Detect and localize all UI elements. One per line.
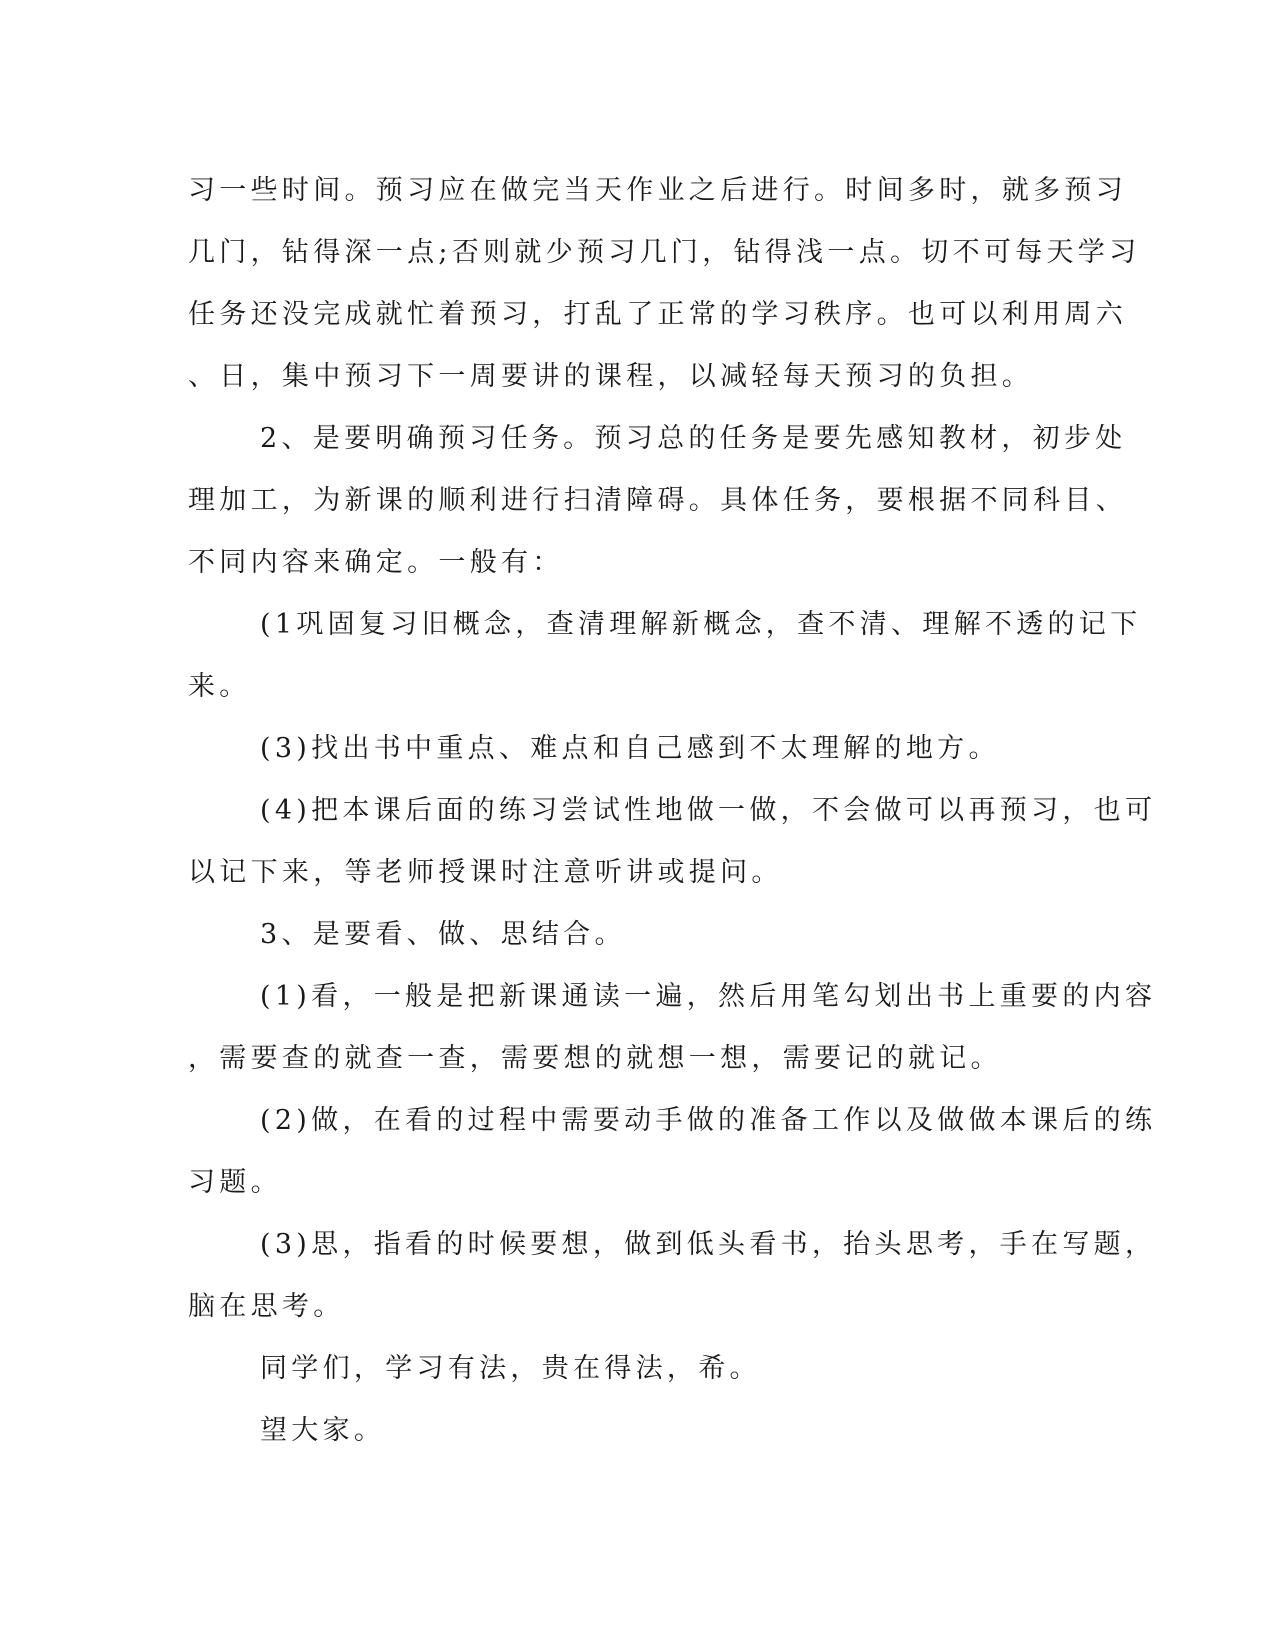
text-line: (4)把本课后面的练习尝试性地做一做，不会做可以再预习，也可 xyxy=(260,795,1157,826)
text-line: 任务还没完成就忙着预习，打乱了正常的学习秩序。也可以利用周六 xyxy=(188,299,1127,330)
paragraph xyxy=(188,718,1088,780)
text-line: 习一些时间。预习应在做完当天作业之后进行。时间多时，就多预习 xyxy=(188,175,1127,206)
paragraph xyxy=(188,1400,1088,1462)
text-line: 2、是要明确预习任务。预习总的任务是要先感知教材，初步处 xyxy=(260,423,1127,454)
paragraph xyxy=(188,1214,1157,1338)
text-line: 来。 xyxy=(188,671,251,702)
text-line: 、日，集中预习下一周要讲的课程，以减轻每天预习的负担。 xyxy=(188,361,1034,392)
paragraph xyxy=(188,1338,1088,1400)
text-line: (2)做，在看的过程中需要动手做的准备工作以及做做本课后的练 xyxy=(260,1105,1157,1136)
text-line: 以记下来，等老师授课时注意听讲或提问。 xyxy=(188,857,783,888)
document-body xyxy=(188,160,1157,1462)
paragraph xyxy=(188,904,1088,966)
text-line: ，需要查的就查一查，需要想的就想一想，需要记的就记。 xyxy=(188,1043,1002,1074)
text-line: 理加工，为新课的顺利进行扫清障碍。具体任务，要根据不同科目、 xyxy=(188,485,1127,516)
text-line: 习题。 xyxy=(188,1167,282,1198)
text-line: 望大家。 xyxy=(260,1415,386,1446)
paragraph xyxy=(188,594,1142,718)
paragraph xyxy=(188,966,1157,1090)
paragraph xyxy=(188,160,1141,408)
text-line: (1巩固复习旧概念，查清理解新概念，查不清、理解不透的记下 xyxy=(260,609,1142,640)
paragraph xyxy=(188,780,1157,904)
text-line: 几门，钻得深一点;否则就少预习几门，钻得浅一点。切不可每天学习 xyxy=(188,237,1141,268)
text-line: (1)看，一般是把新课通读一遍，然后用笔勾划出书上重要的内容 xyxy=(260,981,1157,1012)
text-line: 脑在思考。 xyxy=(188,1291,345,1322)
text-line: 3、是要看、做、思结合。 xyxy=(260,919,626,950)
paragraph xyxy=(188,408,1127,594)
paragraph xyxy=(188,1090,1157,1214)
text-line: (3)找出书中重点、难点和自己感到不太理解的地方。 xyxy=(260,733,1000,764)
text-line: 不同内容来确定。一般有： xyxy=(188,547,564,578)
text-line: (3)思，指看的时候要想，做到低头看书，抬头思考，手在写题， xyxy=(260,1229,1157,1260)
text-line: 同学们，学习有法，贵在得法，希。 xyxy=(260,1353,761,1384)
